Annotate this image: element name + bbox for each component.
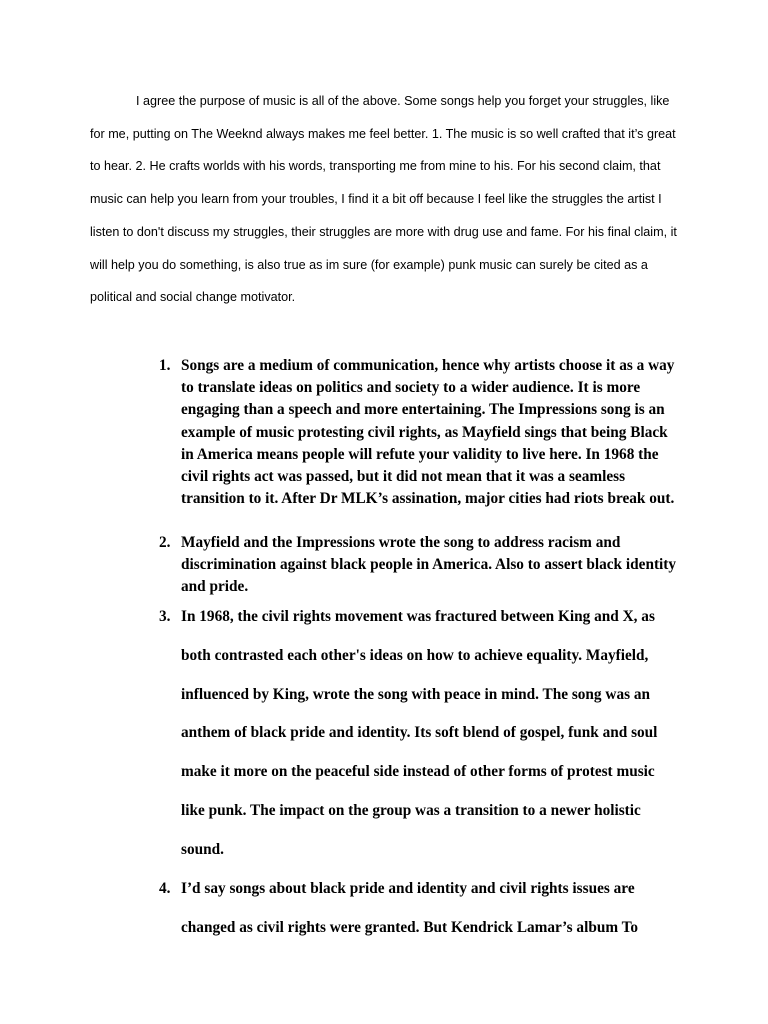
list-item-4 bbox=[159, 870, 681, 948]
list-item-text: Mayfield and the Impressions wrote the song to address racism and discrimination against black people in America. Also to assert black identity and pride. bbox=[181, 534, 677, 596]
list-item-text: I’d say songs about black pride and identity and civil rights issues are changed as civil rights were granted. But Kendrick Lamar’s album To bbox=[181, 880, 639, 936]
list-item-3 bbox=[159, 598, 681, 870]
list-item-text: Songs are a medium of communication, hence why artists choose it as a way to translate ideas on politics and society to a wider audience. It is more engaging than a speech and more entertaining. The Impressions song is an example of music protesting civil rights, as Mayfield sings that being Black in America means people will refute your validity to live here. In 1968 the civil rights act was passed, but it did not mean that it was a seamless transition to it. After Dr MLK’s assination, major cities had riots break out. bbox=[181, 357, 675, 508]
list-number: 1. bbox=[159, 357, 171, 374]
list-number: 4. bbox=[159, 880, 171, 897]
list-number: 3. bbox=[159, 608, 171, 625]
list-item-1 bbox=[159, 355, 681, 510]
list-number: 2. bbox=[159, 534, 171, 551]
list-item-2 bbox=[159, 532, 681, 599]
intro-paragraph: I agree the purpose of music is all of the above. Some songs help you forget your struggles, like for me, putting on The Weeknd always makes me feel better. 1. The music is so well crafted that it’s great to hear. 2. He crafts worlds with his words, transporting me from mine to his. For his second claim, that music can help you learn from your troubles, I find it a bit off because I feel like the struggles the artist I listen to don't discuss my struggles, their struggles are more with drug use and fame. For his final claim, it will help you do something, is also true as im sure (for example) punk music can surely be cited as a political and social change motivator. bbox=[90, 94, 677, 305]
list-item-text: In 1968, the civil rights movement was fractured between King and X, as both contrasted each other's ideas on how to achieve equality. Mayfield, influenced by King, wrote the song with peace in mind. The song was an anthem of black pride and identity. Its soft blend of gospel, funk and soul make it more on the peaceful side instead of other forms of protest music like punk. The impact on the group was a transition to a newer holistic sound. bbox=[181, 608, 658, 858]
